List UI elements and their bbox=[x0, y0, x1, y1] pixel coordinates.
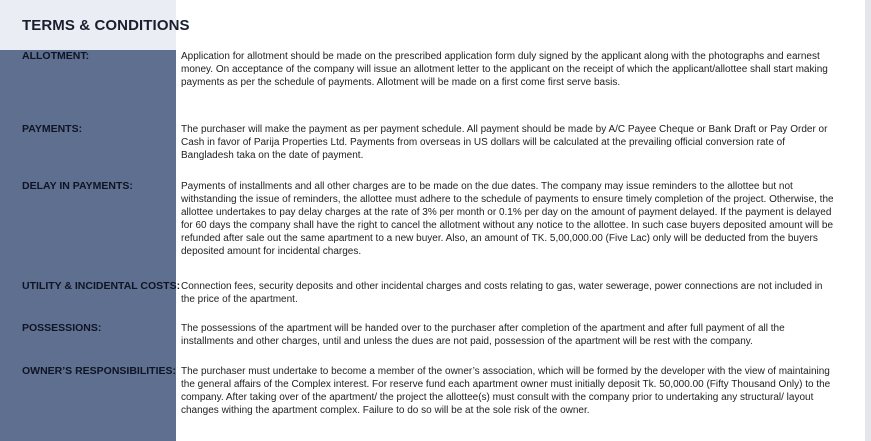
page-title: TERMS & CONDITIONS bbox=[22, 17, 190, 34]
section-text: The purchaser will make the payment as per payment schedule. All payment should be made by A/C Payee Cheque or Bank Draft or Pay Order or Cash in favor of Parija Properties Ltd. Payments from overseas in US dollars will be calculated at the prevailing official conversion rate of Bangladesh taka on the date of payment. bbox=[181, 124, 828, 161]
section-label: POSSESSIONS: bbox=[22, 322, 102, 334]
section-label: OWNER’S RESPONSIBILITIES: bbox=[22, 365, 177, 377]
section-text: Payments of installments and all other charges are to be made on the due dates. The company may issue reminders to the allottee but not withstanding the issue of reminders, the allottee must adhere to the schedule of payments to ensure timely completion of the project. Otherwise, the allottee undertakes to pay delay charges at the rate of 3% per month or 0.1% per day on the amount of payment delayed. If the payment is delayed for 60 days the company shall have the right to cancel the allotment without any notice to the allottee. In such case buyers deposited amount will be refunded after sale out the same apartment to a new buyer. Also, an amount of TK. 5,00,000.00 (Five Lac) only will be deducted from the buyers deposited amount for incidental charges. bbox=[181, 181, 834, 257]
section-text: Connection fees, security deposits and other incidental charges and costs relating to gas, water sewerage, power connections are not included in the price of the apartment. bbox=[181, 281, 823, 305]
section-label: PAYMENTS: bbox=[22, 123, 83, 135]
right-edge-strip bbox=[865, 0, 871, 441]
section-text: Application for allotment should be made on the prescribed application form duly signed by the applicant along with the photographs and earnest money. On acceptance of the company will issue an allotment letter to the applicant on the receipt of which the applicant/allottee shall start making payments as per the schedule of payments. Allotment will be made on a first come first serve basis. bbox=[181, 51, 828, 88]
section-label: ALLOTMENT: bbox=[22, 50, 90, 62]
section-label: DELAY IN PAYMENTS: bbox=[22, 180, 133, 192]
section-text: The purchaser must undertake to become a member of the owner’s association, which will be formed by the developer with the view of maintaining the general affairs of the Complex interest. For reserve fund each apartment owner must initially deposit Tk. 50,000.00 (Fifty Thousand Only) to the company. After taking over of the apartment/ the project the allottee(s) must consult with the company prior to undertaking any structural/ layout changes withing the apartment complex. Failure to do so will be at the sole risk of the owner. bbox=[181, 366, 831, 416]
section-text: The possessions of the apartment will be handed over to the purchaser after completion of the apartment and after full payment of all the installments and other charges, until and unless the dues are not paid, possession of the apartment will be rest with the company. bbox=[181, 323, 785, 347]
section-label: UTILITY & INCIDENTAL COSTS: bbox=[22, 280, 181, 292]
